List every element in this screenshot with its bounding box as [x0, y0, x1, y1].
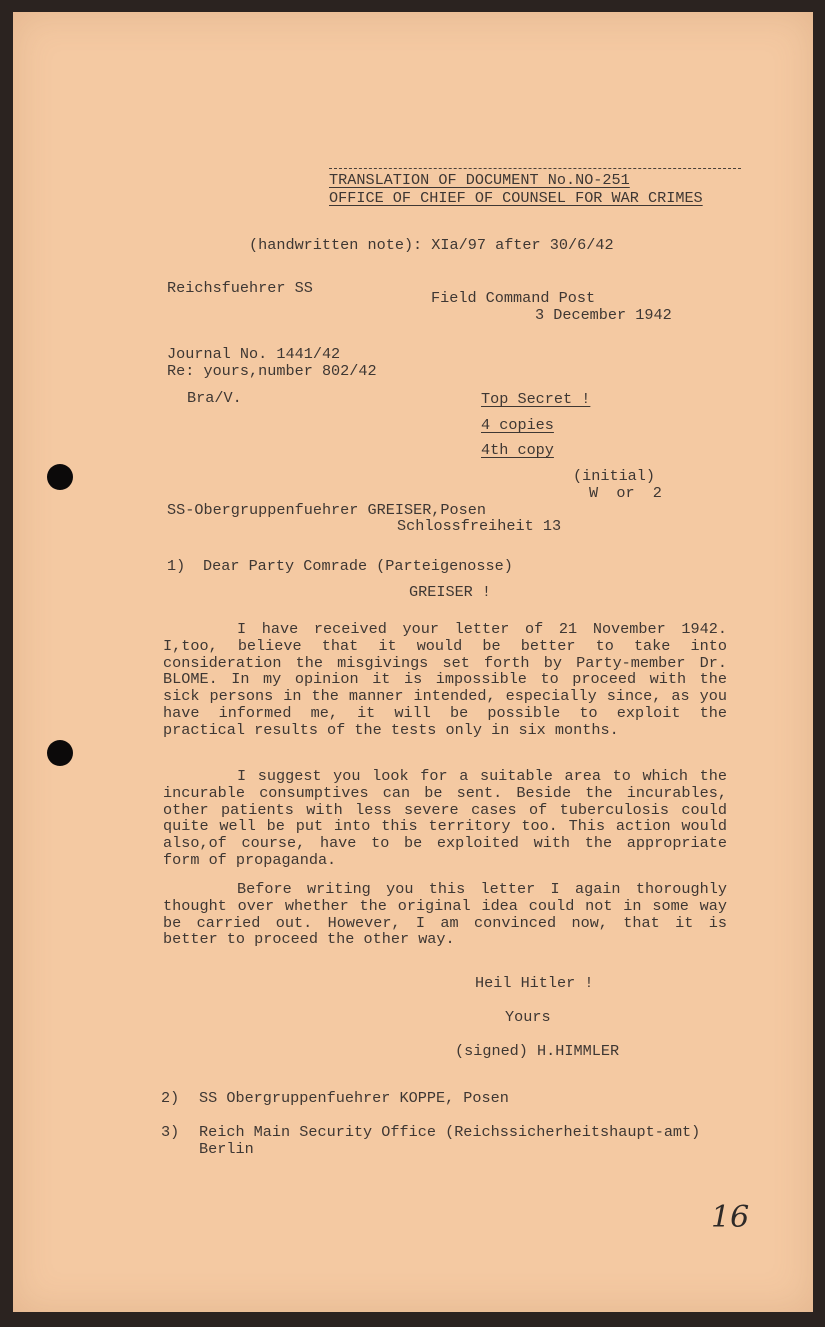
office-title: OFFICE OF CHIEF OF COUNSEL FOR WAR CRIMES [329, 189, 703, 207]
initial-mark: W or 2 [589, 484, 662, 502]
sender: Reichsfuehrer SS [167, 279, 313, 297]
initials: Bra/V. [187, 389, 242, 407]
body-paragraph: I suggest you look for a suitable area to which the incurable consumptives can be sent. Beside the incurables, other patients with less severe cases of tuberculosis could quite well be put into this territory too. This action would also,of course, have to be exploited with the appropriate form of propaganda. [163, 767, 727, 869]
body-paragraph: Before writing you this letter I again thoroughly thought over whether the original idea could not in some way be carried out. However, I am convinced now, that it is better to proceed the other way. [163, 880, 727, 949]
top-secret-stamp: Top Secret ! [481, 390, 591, 408]
closing: Heil Hitler ! [475, 974, 594, 992]
distribution-entry: SS Obergruppenfuehrer KOPPE, Posen [199, 1089, 509, 1107]
journal-number: Journal No. 1441/42 [167, 345, 341, 363]
distribution-number: 2) [161, 1089, 180, 1107]
salutation: Dear Party Comrade (Parteigenosse) [203, 557, 513, 575]
copy-number: 4th copy [481, 441, 554, 459]
header-rule [329, 168, 741, 169]
recipient-address: Schlossfreiheit 13 [397, 517, 562, 535]
punch-hole-bottom [47, 740, 73, 766]
yours: Yours [505, 1008, 551, 1026]
distribution-number: 3) [161, 1123, 180, 1141]
document-page [13, 12, 813, 1312]
recipient-name: SS-Obergruppenfuehrer GREISER,Posen [167, 501, 486, 519]
signature: (signed) H.HIMMLER [455, 1042, 620, 1060]
body-paragraph: I have received your letter of 21 November 1942. I,too, believe that it would be better to take into consideration the misgivings set forth by Party-member Dr. BLOME. In my opinion it is impossible to proceed with the sick persons in the manner intended, especially since, as you have informed me, it will be possible to exploit the practical results of the tests only in six months. [163, 620, 727, 739]
item-number: 1) [167, 557, 186, 575]
handwritten-note: (handwritten note): XIa/97 after 30/6/42 [249, 236, 614, 254]
salutation-name: GREISER ! [409, 583, 492, 601]
copies-count: 4 copies [481, 416, 554, 434]
punch-hole-top [47, 464, 73, 490]
reference: Re: yours,number 802/42 [167, 362, 377, 380]
location: Field Command Post [431, 289, 596, 307]
document-title: TRANSLATION OF DOCUMENT No.NO-251 [329, 171, 630, 189]
initial-label: (initial) [573, 467, 656, 485]
letter-date: 3 December 1942 [535, 306, 672, 324]
page-number: 16 [711, 1200, 750, 1235]
distribution-entry: Reich Main Security Office (Reichssicherheitshaupt-amt) Berlin [199, 1123, 701, 1158]
